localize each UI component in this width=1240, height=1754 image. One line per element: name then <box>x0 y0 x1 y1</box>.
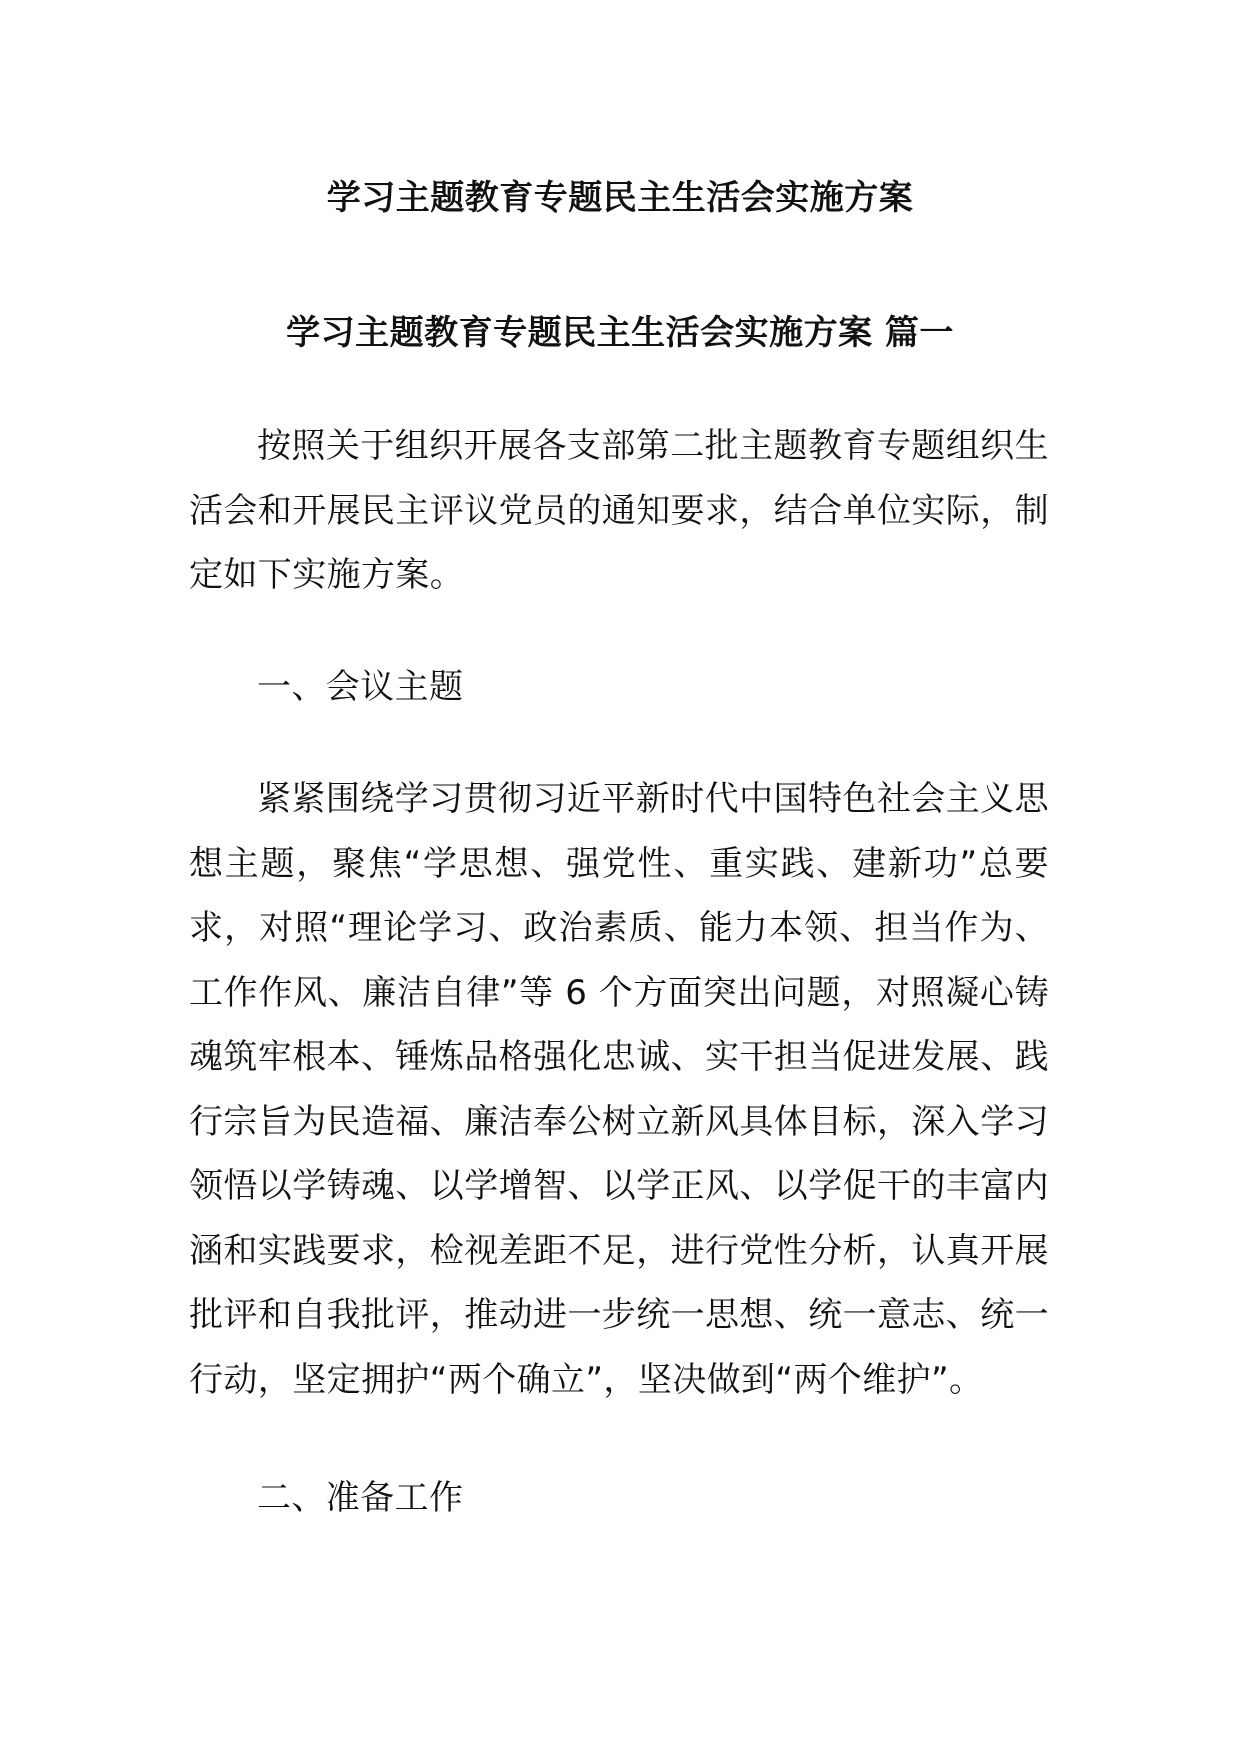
document-title: 学习主题教育专题民主生活会实施方案 <box>326 178 914 218</box>
meeting-theme-paragraph: 紧紧围绕学习贯彻习近平新时代中国特色社会主义思想主题，聚焦“学思想、强党性、重实践、建新功”总要求，对照“理论学习、政治素质、能力本领、担当作为、工作作风、廉洁自律”等 6 个方面突出问题，对照凝心铸魂筑牢根本、锤炼品格强化忠诚、实干担当促进发展、践行宗旨为民造福、廉洁奉公树立新风具体目标，深入学习领悟以学铸魂、以学增智、以学正风、以学促干的丰富内涵和实践要求，检视差距不足，进行党性分析，认真开展批评和自我批评，推动进一步统一思想、统一意志、统一行动，坚定拥护“两个确立”，坚决做到“两个维护”。 <box>189 779 1049 1400</box>
section-heading-meeting-theme: 一、会议主题 <box>257 667 464 707</box>
section-heading-preparation: 二、准备工作 <box>257 1478 464 1518</box>
intro-paragraph: 按照关于组织开展各支部第二批主题教育专题组织生活会和开展民主评议党员的通知要求，结合单位实际，制定如下实施方案。 <box>189 426 1049 595</box>
document-subtitle: 学习主题教育专题民主生活会实施方案 篇一 <box>286 313 954 353</box>
